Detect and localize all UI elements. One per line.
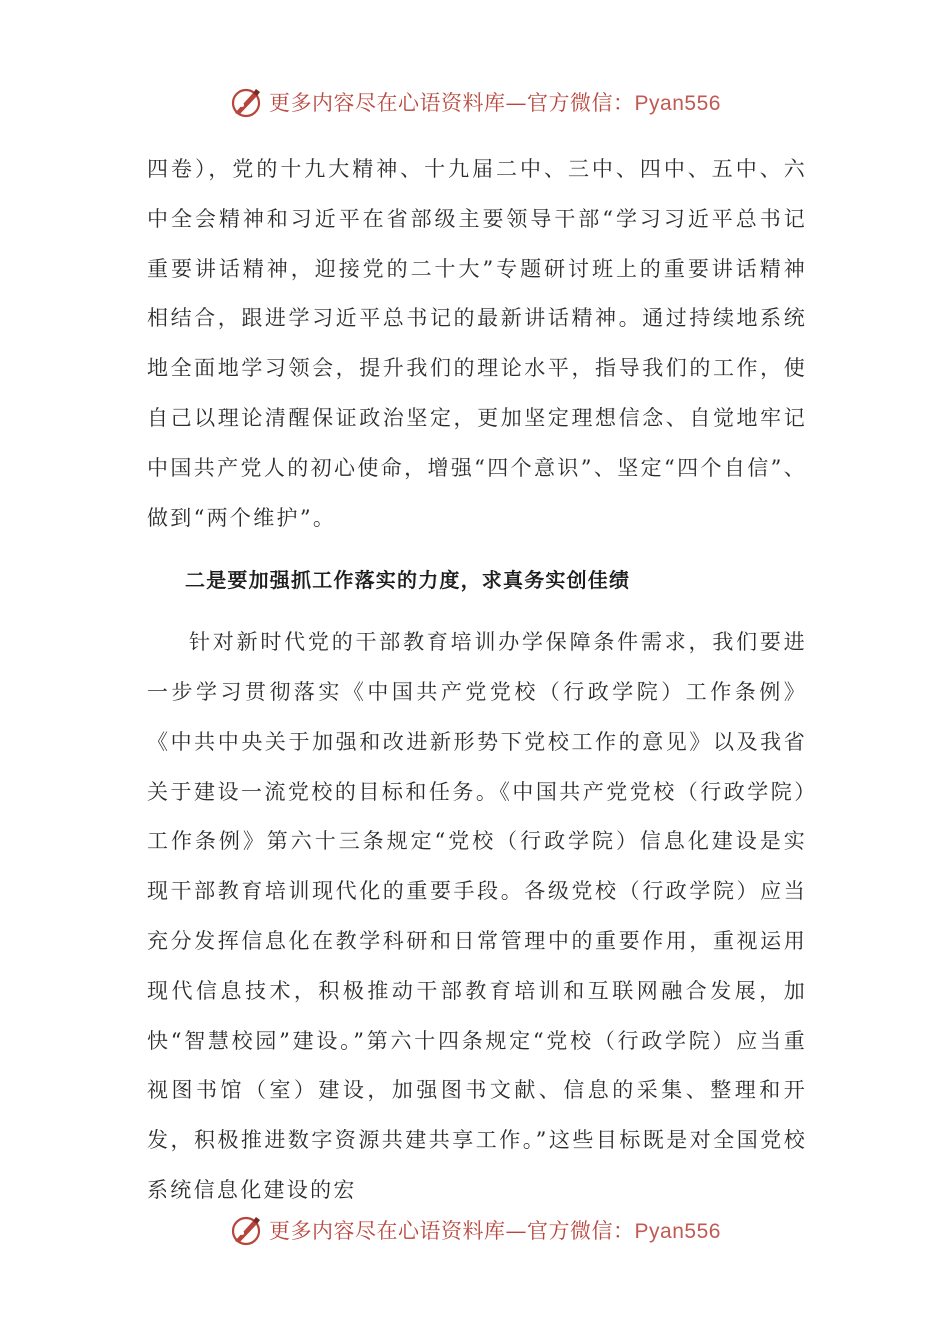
pen-circle-logo-icon [229,85,263,119]
paragraph-2: 针对新时代党的干部教育培训办学保障条件需求，我们要进一步学习贯彻落实《中国共产党党校（行政学院）工作条例》《中共中央关于加强和改进新形势下党校工作的意见》以及我省关于建设一流党校的目标和任务。《中国共产党党校（行政学院）工作条例》第六十三条规定“党校（行政学院）信息化建设是实现干部教育培训现代化的重要手段。各级党校（行政学院）应当充分发挥信息化在教学科研和日常管理中的重要作用，重视运用现代信息技术，积极推动干部教育培训和互联网融合发展，加快“智慧校园”建设。”第六十四条规定“党校（行政学院）应当重视图书馆（室）建设，加强图书文献、信息的采集、整理和开发，积极推进数字资源共建共享工作。”这些目标既是对全国党校系统信息化建设的宏 [147,630,807,1202]
banner-text: 更多内容尽在心语资料库—官方微信：Pyan556 [269,91,721,115]
paragraph-1: 四卷），党的十九大精神、十九届二中、三中、四中、五中、六中全会精神和习近平在省部级主要领导干部“学习习近平总书记重要讲话精神，迎接党的二十大”专题研讨班上的重要讲话精神相结合，跟进学习近平总书记的最新讲话精神。通过持续地系统地全面地学习领会，提升我们的理论水平，指导我们的工作，使自己以理论清醒保证政治坚定，更加坚定理想信念、自觉地牢记中国共产党人的初心使命，增强“四个意识”、坚定“四个自信”、做到“两个维护”。 [147,157,807,530]
wechat-id: Pyan556 [634,92,721,115]
section-heading: 二是要加强抓工作落实的力度，求真务实创佳绩 [185,568,631,593]
pen-circle-logo-icon [229,1213,263,1247]
footer-banner [0,1210,950,1250]
banner-text: 更多内容尽在心语资料库—官方微信：Pyan556 [269,1219,721,1243]
header-banner [0,82,950,122]
document-body [147,145,807,1216]
wechat-id: Pyan556 [634,1220,721,1243]
